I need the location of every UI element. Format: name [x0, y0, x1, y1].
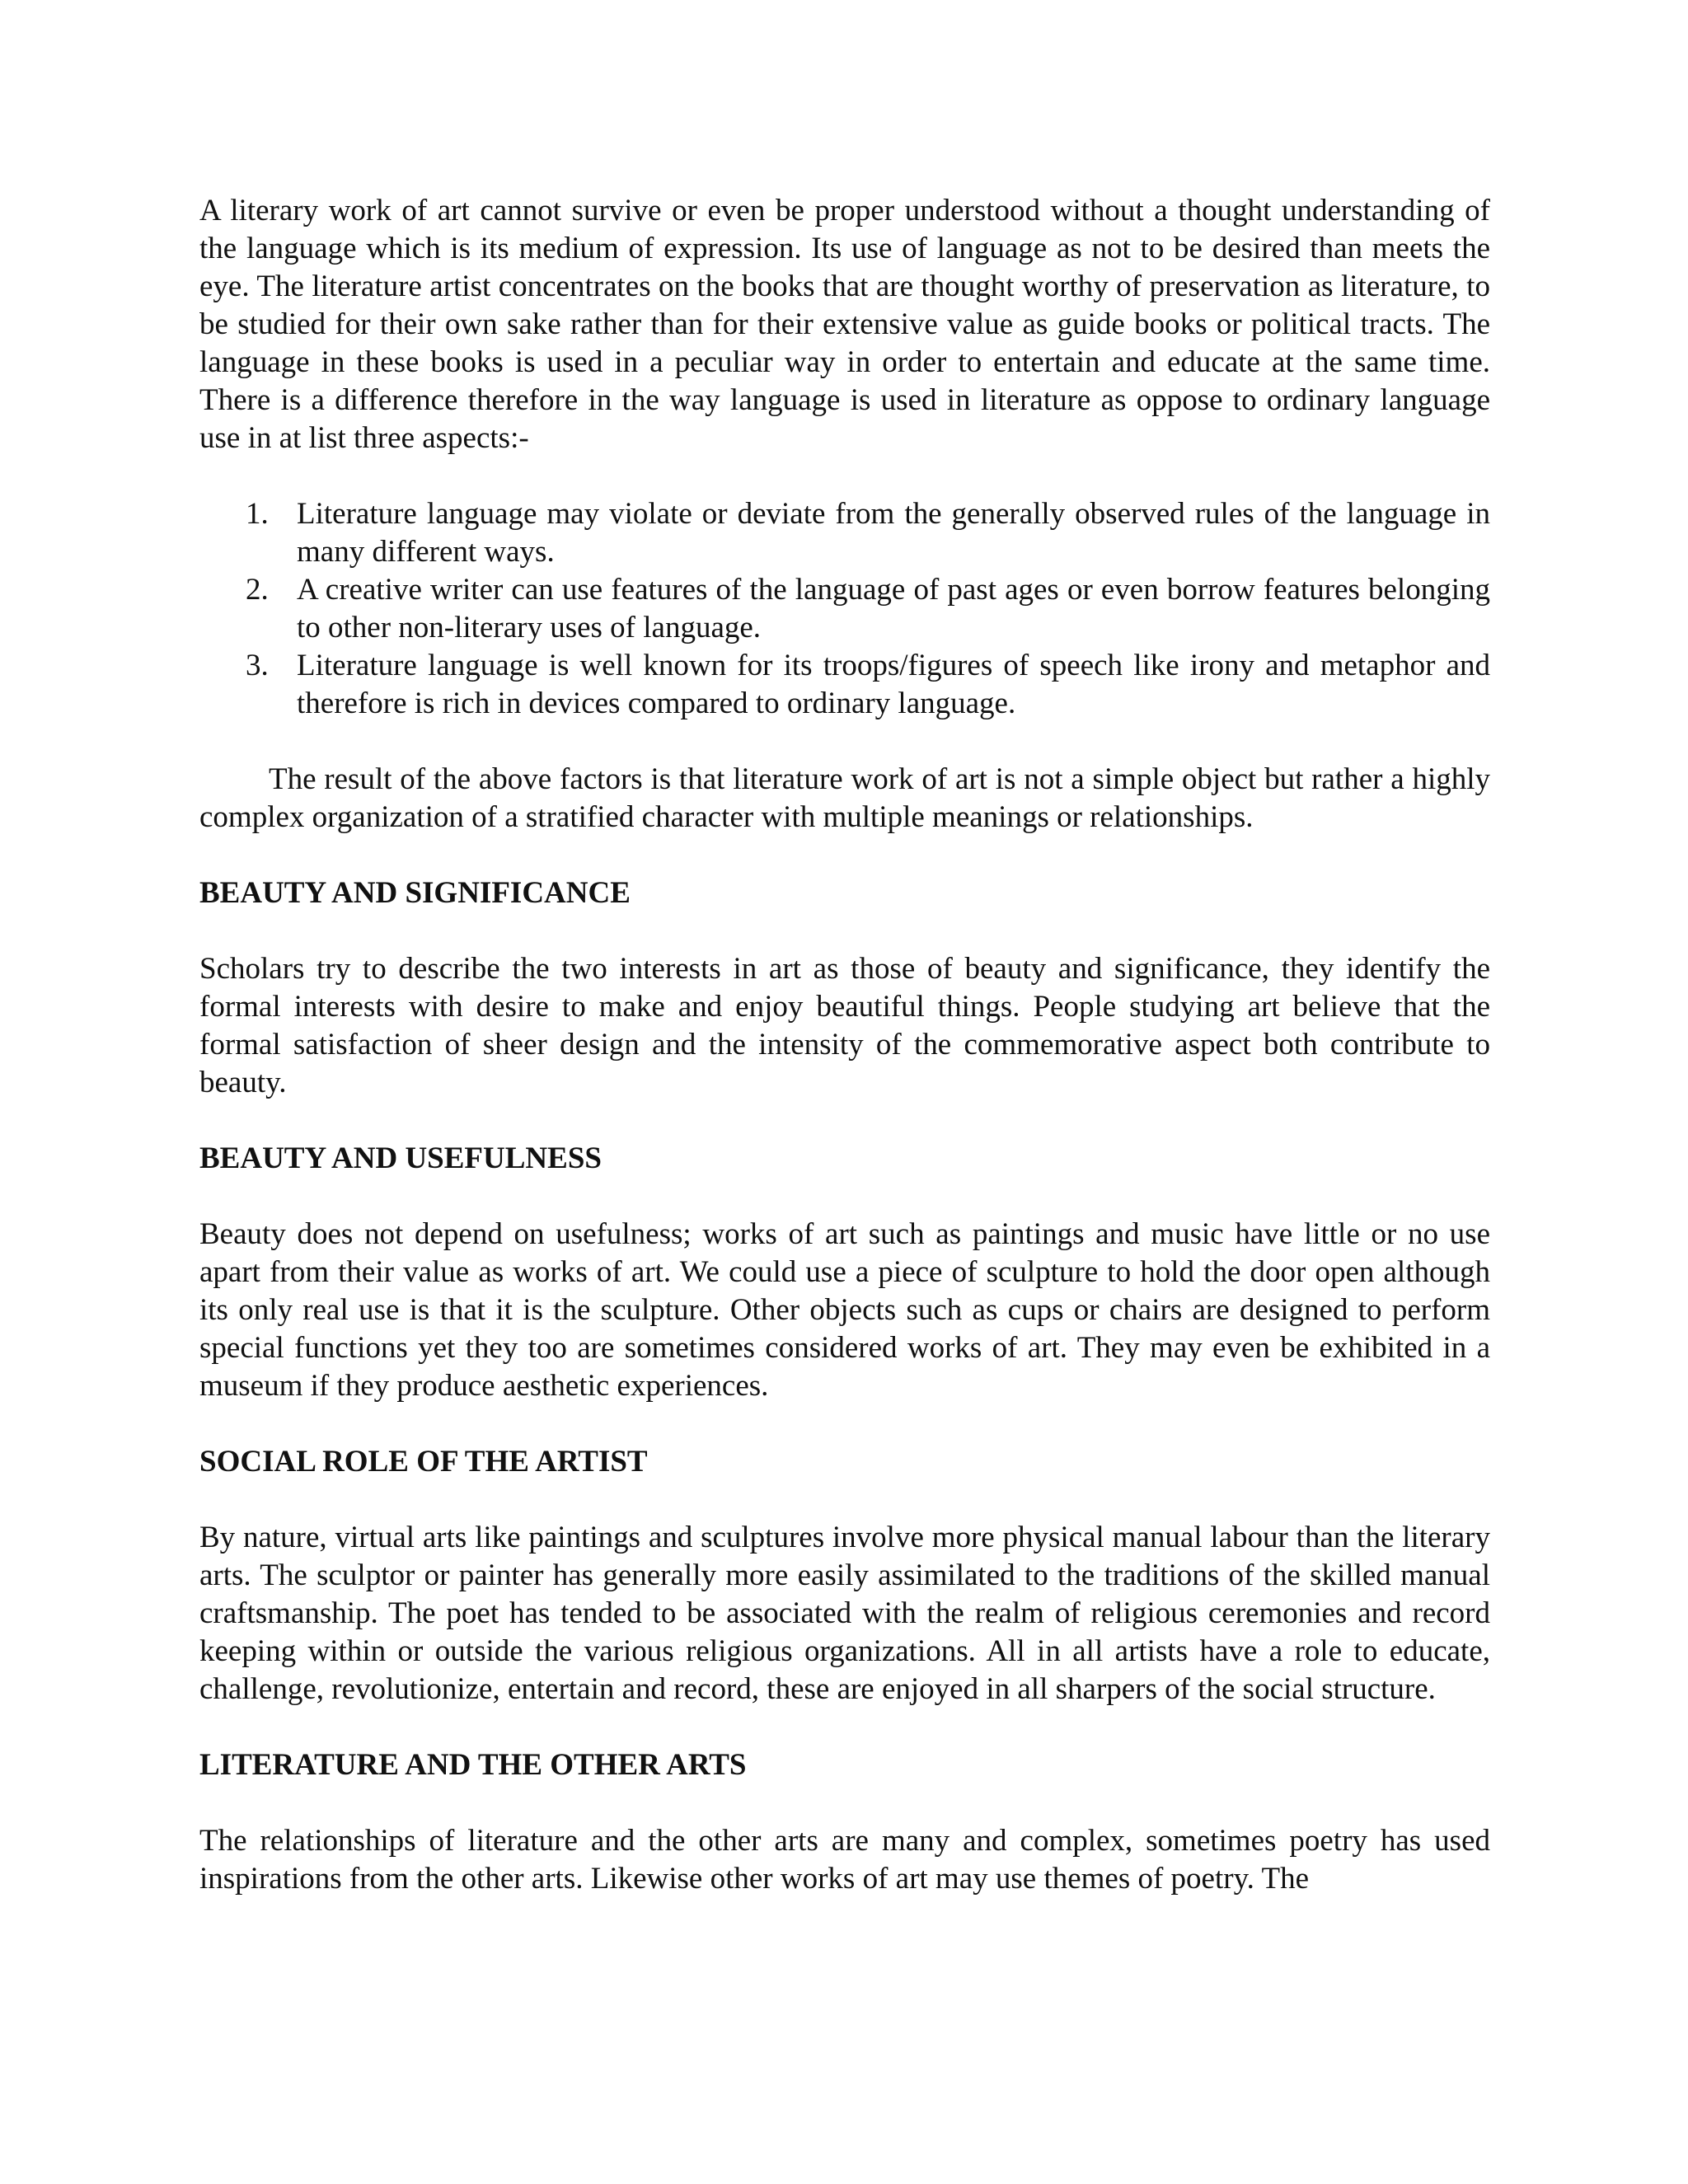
intro-paragraph: A literary work of art cannot survive or even be proper understood without a thought understanding of the language which is its medium of expression. Its use of language as not to be desired than meets the eye. The literature artist concentrates on the books that are thought worthy of preservation as literature, to be studied for their own sake rather than for their extensive value as guide books or political tracts. The language in these books is used in a peculiar way in order to entertain and educate at the same time. There is a difference therefore in the way language is used in literature as oppose to ordinary language use in at list three aspects:- [199, 194, 1490, 455]
list-item [199, 495, 1490, 571]
list-item-number: 1. [246, 497, 269, 531]
section-heading-beauty-usefulness: BEAUTY AND USEFULNESS [199, 1141, 602, 1175]
document-page [199, 192, 1490, 1898]
list-item-text: A creative writer can use features of the language of past ages or even borrow features belonging to other non-literary uses of language. [297, 573, 1490, 644]
aspects-list [199, 495, 1490, 723]
result-paragraph: The result of the above factors is that literature work of art is not a simple object but rather a highly complex organization of a stratified character with multiple meanings or relationships. [199, 762, 1490, 834]
list-item-number: 3. [246, 649, 269, 682]
list-item [199, 647, 1490, 723]
section-heading-beauty-significance: BEAUTY AND SIGNIFICANCE [199, 876, 631, 910]
list-item-number: 2. [246, 573, 269, 607]
section-heading-social-role: SOCIAL ROLE OF THE ARTIST [199, 1445, 648, 1479]
section-body-beauty-significance: Scholars try to describe the two interests in art as those of beauty and significance, they identify the formal interests with desire to make and enjoy beautiful things. People studying art believe that the formal satisfaction of sheer design and the intensity of the commemorative aspect both contribute to beauty. [199, 952, 1490, 1099]
list-item-text: Literature language is well known for its troops/figures of speech like irony and metaphor and therefore is rich in devices compared to ordinary language. [297, 649, 1490, 720]
list-item [199, 571, 1490, 647]
section-heading-literature-other-arts: LITERATURE AND THE OTHER ARTS [199, 1748, 747, 1782]
section-body-beauty-usefulness: Beauty does not depend on usefulness; works of art such as paintings and music have little or no use apart from their value as works of art. We could use a piece of sculpture to hold the door open although its only real use is that it is the sculpture. Other objects such as cups or chairs are designed to perform special functions yet they too are sometimes considered works of art. They may even be exhibited in a museum if they produce aesthetic experiences. [199, 1217, 1490, 1403]
list-item-text: Literature language may violate or deviate from the generally observed rules of the language in many different ways. [297, 497, 1490, 569]
section-body-social-role: By nature, virtual arts like paintings and sculptures involve more physical manual labour than the literary arts. The sculptor or painter has generally more easily assimilated to the traditions of the skilled manual craftsmanship. The poet has tended to be associated with the realm of religious ceremonies and record keeping within or outside the various religious organizations. All in all artists have a role to educate, challenge, revolutionize, entertain and record, these are enjoyed in all sharpers of the social structure. [199, 1521, 1490, 1706]
section-body-literature-other-arts: The relationships of literature and the other arts are many and complex, sometimes poetry has used inspirations from the other arts. Likewise other works of art may use themes of poetry. The [199, 1824, 1490, 1896]
